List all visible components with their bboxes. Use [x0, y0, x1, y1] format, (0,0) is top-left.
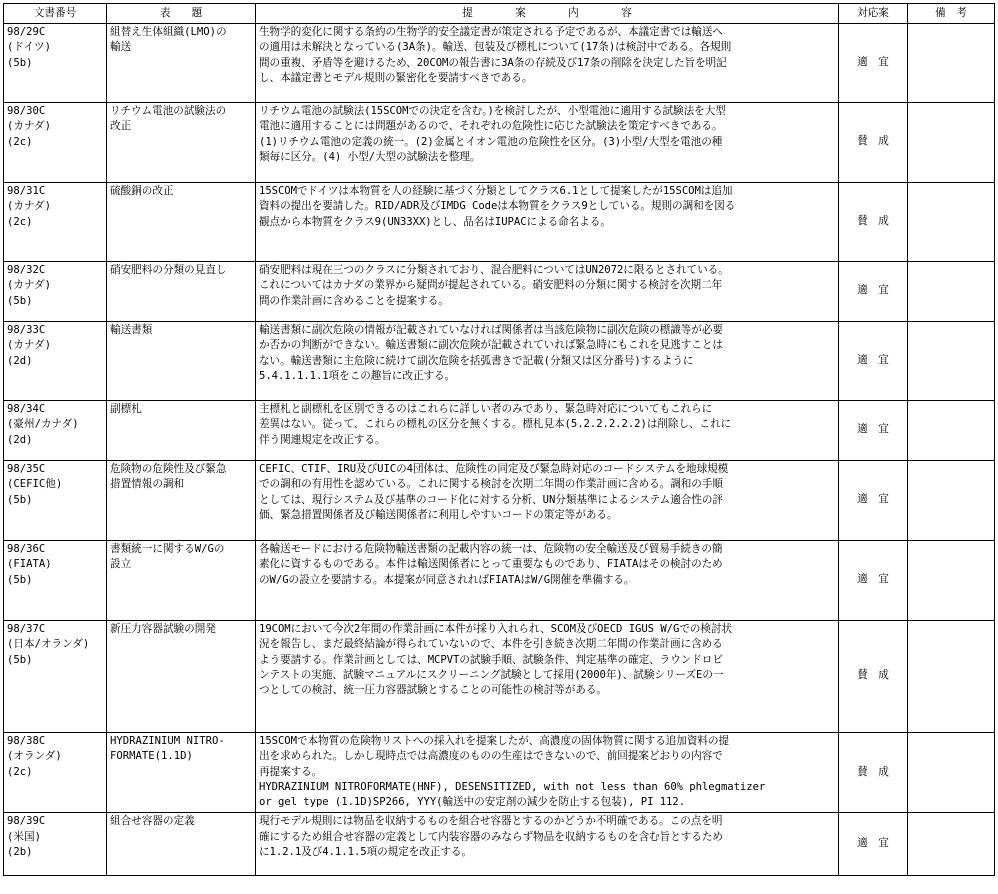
- title-cell: 新圧力容器試験の開発: [107, 621, 256, 733]
- table-row: [4, 183, 995, 262]
- title-cell: 危険物の危険性及び緊急 措置情報の調和: [107, 461, 256, 541]
- proposal-table: [3, 3, 995, 876]
- response-cell: 適 宜: [839, 541, 908, 621]
- table-row: [4, 461, 995, 541]
- proposal-cell: 各輸送モードにおける危険物輸送書類の記載内容の統一は、危険物の安全輸送及び貿易手続きの簡 素化に資するものである。本件は輸送関係者にとって重要なものであり、FIATAはその検討のため のW/Gの設立を要請する。本提案が同意されればFIATAはW/G開催を準備する。: [256, 541, 839, 621]
- remarks-cell: [908, 183, 995, 262]
- table-header-row: [4, 4, 995, 24]
- table-row: [4, 262, 995, 322]
- table-row: [4, 103, 995, 183]
- title-cell: リチウム電池の試験法の 改正: [107, 103, 256, 183]
- response-cell: 賛 成: [839, 621, 908, 733]
- header-proposal: 提 案 内 容: [256, 4, 839, 24]
- proposal-cell: 輸送書類に副次危険の情報が記載されていなければ関係者は当該危険物に副次危険の標識等が必要 か否かの判断ができない。輸送書類に副次危険が記載されていれば緊急時にもこれを見逃すことは ない。輸送書類に主危険に続けて副次危険を括弧書きで記載(分類又は区分番号)するように 5.4.1.1.1.1項をこの趣旨に改正する。: [256, 322, 839, 401]
- doc-number-cell: 98/36C (FIATA) (5b): [4, 541, 107, 621]
- doc-number-cell: 98/39C (米国) (2b): [4, 813, 107, 876]
- table-row: [4, 401, 995, 461]
- doc-number-cell: 98/37C (日本/オランダ) (5b): [4, 621, 107, 733]
- doc-number-cell: 98/34C (豪州/カナダ) (2d): [4, 401, 107, 461]
- table-row: [4, 813, 995, 876]
- table-row: [4, 541, 995, 621]
- header-remarks: 備 考: [908, 4, 995, 24]
- doc-number-cell: 98/38C (オランダ) (2c): [4, 733, 107, 813]
- response-cell: 適 宜: [839, 401, 908, 461]
- title-cell: 硝安肥料の分類の見直し: [107, 262, 256, 322]
- remarks-cell: [908, 813, 995, 876]
- response-cell: 適 宜: [839, 461, 908, 541]
- title-cell: 組替え生体組織(LMO)の 輸送: [107, 24, 256, 103]
- doc-number-cell: 98/31C (カナダ) (2c): [4, 183, 107, 262]
- proposal-cell: CEFIC、CTIF、IRU及びUICの4団体は、危険性の同定及び緊急時対応のコードシステムを地球規模 での調和の有用性を認めている。これに関する検討を次期二年間の作業計画に含める。調和の手順 としては、現行システム及び基準のコード化に対する分析、UN分類基準によるシステム適合性の評 価、緊急措置関係者及び輸送関係者に利用しやすいコードの策定等がある。: [256, 461, 839, 541]
- remarks-cell: [908, 461, 995, 541]
- table-body: [4, 24, 995, 876]
- proposal-cell: 現行モデル規則には物品を収納するものを組合せ容器とするのかどうか不明確である。この点を明 確にするため組合せ容器の定義として内装容器のみならず物品を収納するものを含む旨とするため に1.2.1及び4.1.1.5項の規定を改正する。: [256, 813, 839, 876]
- proposal-cell: 19COMにおいて今次2年間の作業計画に本件が採り入れられ、SCOM及びOECD IGUS W/Gでの検討状 況を報告し、まだ最終結論が得られていないので、本件を引き続き次期二年間の作業計画に含める よう要請する。作業計画としては、MCPVTの試験手順、試験条件、判定基準の確定、ラウンドロビ ンテストの実施、試験マニュアルにスクリーニング試験として採用(2000年)、試験シリーズEの一 つとしての検討、統一圧力容器試験とすることの可能性の検討等がある。: [256, 621, 839, 733]
- title-cell: 組合せ容器の定義: [107, 813, 256, 876]
- proposal-cell: 15SCOMでドイツは本物質を人の経験に基づく分類としてクラス6.1として提案したが15SCOMは追加 資料の提出を要請した。RID/ADR及びIMDG Codeは本物質をクラス9としている。規則の調和を図る 観点から本物質をクラス9(UN33XX)とし、品名はIUPACによる命名よる。: [256, 183, 839, 262]
- remarks-cell: [908, 541, 995, 621]
- doc-number-cell: 98/32C (カナダ) (5b): [4, 262, 107, 322]
- proposal-cell: 硝安肥料は現在三つのクラスに分類されており、混合肥料についてはUN2072に限るとされている。 これについてはカナダの業界から疑問が提起されている。硝安肥料の分類に関する検討を次期二年 間の作業計画に含めることを提案する。: [256, 262, 839, 322]
- table-row: [4, 733, 995, 813]
- header-doc-no: 文書番号: [4, 4, 107, 24]
- proposal-cell: 主標札と副標札を区別できるのはこれらに詳しい者のみであり、緊急時対応についてもこれらに 差異はない。従って、これらの標札の区分を無くする。標札見本(5.2.2.2.2.2)は削除し、これに 伴う関連規定を改正する。: [256, 401, 839, 461]
- remarks-cell: [908, 621, 995, 733]
- proposal-cell: 生物学的変化に関する条約の生物学的安全議定書が策定される予定であるが、本議定書では輸送へ の適用は未解決となっている(3A条)。輸送、包装及び標札について(17条)は検討中である。各規則 間の重複、矛盾等を避けるため、20COMの報告書に3A条の存続及び17条の削除を決定した旨を明記 し、本議定書とモデル規則の緊密化を要請すべきである。: [256, 24, 839, 103]
- title-cell: HYDRAZINIUM NITRO- FORMATE(1.1D): [107, 733, 256, 813]
- response-cell: 適 宜: [839, 322, 908, 401]
- remarks-cell: [908, 733, 995, 813]
- remarks-cell: [908, 401, 995, 461]
- remarks-cell: [908, 103, 995, 183]
- doc-number-cell: 98/29C (ドイツ) (5b): [4, 24, 107, 103]
- title-cell: 副標札: [107, 401, 256, 461]
- remarks-cell: [908, 322, 995, 401]
- table-row: [4, 322, 995, 401]
- title-cell: 硫酸銅の改正: [107, 183, 256, 262]
- response-cell: 適 宜: [839, 262, 908, 322]
- table-row: [4, 621, 995, 733]
- header-response: 対応案: [839, 4, 908, 24]
- title-cell: 書類統一に関するW/Gの 設立: [107, 541, 256, 621]
- header-title: 表 題: [107, 4, 256, 24]
- remarks-cell: [908, 262, 995, 322]
- response-cell: 適 宜: [839, 813, 908, 876]
- response-cell: 賛 成: [839, 733, 908, 813]
- table-row: [4, 24, 995, 103]
- doc-number-cell: 98/35C (CEFIC他) (5b): [4, 461, 107, 541]
- response-cell: 賛 成: [839, 183, 908, 262]
- proposal-cell: リチウム電池の試験法(15SCOMでの決定を含む。)を検討したが、小型電池に適用する試験法を大型 電池に適用することには問題があるので、それぞれの危険性に応じた試験法を策定すべきである。 (1)リチウム電池の定義の統一。(2)金属とイオン電池の危険性を区分。(3)小型/大型を電池の種 類毎に区分。(4) 小型/大型の試験法を整理。: [256, 103, 839, 183]
- doc-number-cell: 98/30C (カナダ) (2c): [4, 103, 107, 183]
- doc-number-cell: 98/33C (カナダ) (2d): [4, 322, 107, 401]
- response-cell: 賛 成: [839, 103, 908, 183]
- response-cell: 適 宜: [839, 24, 908, 103]
- title-cell: 輸送書類: [107, 322, 256, 401]
- proposal-cell: 15SCOMで本物質の危険物リストへの採入れを提案したが、高濃度の固体物質に関する追加資料の提 出を求められた。しかし現時点では高濃度のものの生産はできないので、前回提案どおりの内容で 再提案する。 HYDRAZINIUM NITROFORMATE(HNF), DESENSITIZED, with not less than 60% phlegmatizer or gel type (1.1D)SP266, YYY(輸送中の安定剤の減少を防止する包装), PI 112.: [256, 733, 839, 813]
- remarks-cell: [908, 24, 995, 103]
